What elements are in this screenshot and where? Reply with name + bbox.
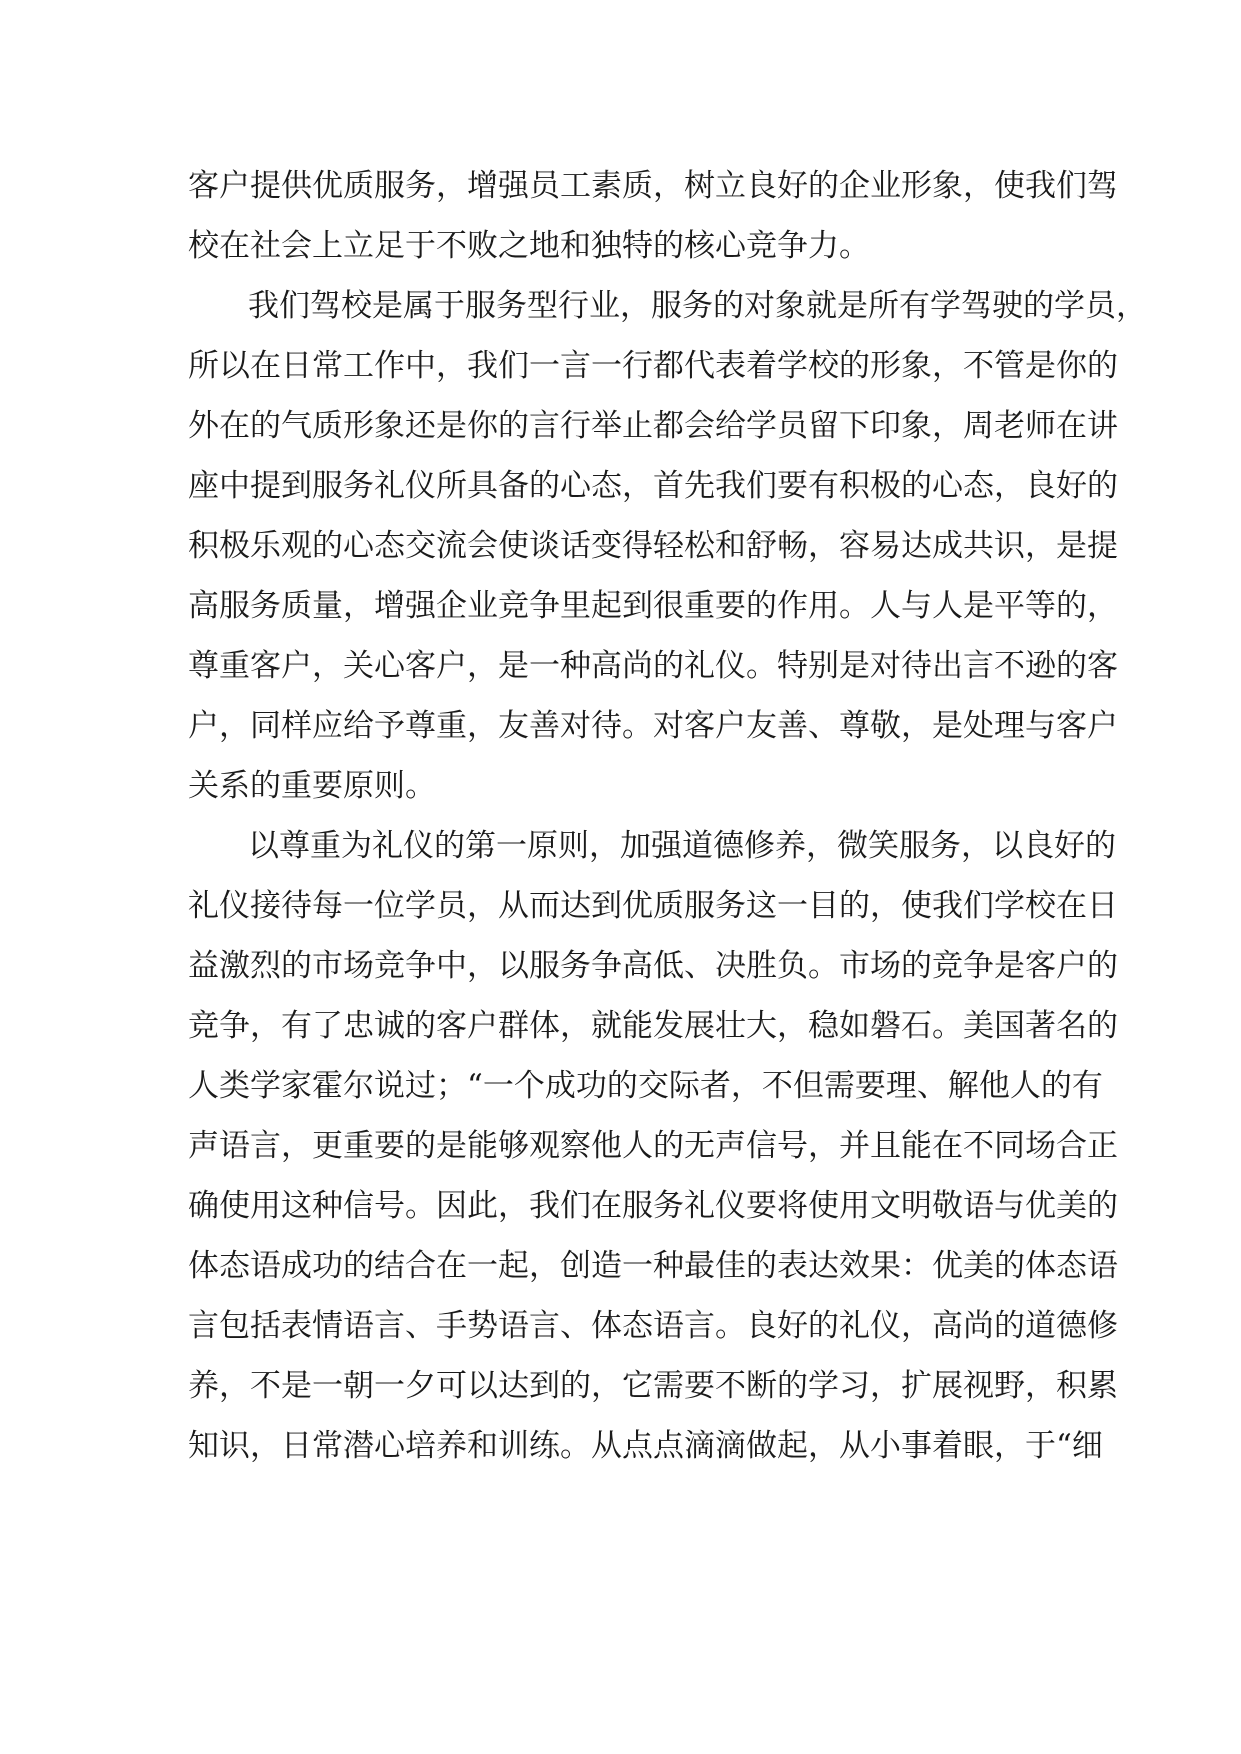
text-line: 户，同样应给予尊重，友善对待。对客户友善、尊敬，是处理与客户 <box>188 708 1118 744</box>
text-line: 声语言，更重要的是能够观察他人的无声信号，并且能在不同场合正 <box>188 1128 1118 1164</box>
body-text <box>188 156 1147 1476</box>
text-line: 所以在日常工作中，我们一言一行都代表着学校的形象，不管是你的 <box>188 348 1118 384</box>
text-line: 关系的重要原则。 <box>188 768 436 804</box>
text-line: 高服务质量，增强企业竞争里起到很重要的作用。人与人是平等的， <box>188 588 1118 624</box>
text-line: 人类学家霍尔说过；“一个成功的交际者，不但需要理、解他人的有 <box>188 1068 1103 1104</box>
text-line: 尊重客户，关心客户，是一种高尚的礼仪。特别是对待出言不逊的客 <box>188 648 1118 684</box>
text-line: 体态语成功的结合在一起，创造一种最佳的表达效果：优美的体态语 <box>188 1248 1118 1284</box>
text-line: 积极乐观的心态交流会使谈话变得轻松和舒畅，容易达成共识，是提 <box>188 528 1118 564</box>
text-line: 养，不是一朝一夕可以达到的，它需要不断的学习，扩展视野，积累 <box>188 1368 1118 1404</box>
text-line: 客户提供优质服务，增强员工素质，树立良好的企业形象，使我们驾 <box>188 168 1118 204</box>
text-line: 言包括表情语言、手势语言、体态语言。良好的礼仪，高尚的道德修 <box>188 1308 1118 1344</box>
text-line: 确使用这种信号。因此，我们在服务礼仪要将使用文明敬语与优美的 <box>188 1188 1118 1224</box>
text-line: 外在的气质形象还是你的言行举止都会给学员留下印象，周老师在讲 <box>188 408 1118 444</box>
text-line: 座中提到服务礼仪所具备的心态，首先我们要有积极的心态，良好的 <box>188 468 1118 504</box>
text-line: 校在社会上立足于不败之地和独特的核心竞争力。 <box>188 228 870 264</box>
text-line: 礼仪接待每一位学员，从而达到优质服务这一目的，使我们学校在日 <box>188 888 1118 924</box>
text-line: 知识，日常潜心培养和训练。从点点滴滴做起，从小事着眼，于“细 <box>188 1428 1103 1464</box>
text-line: 益激烈的市场竞争中，以服务争高低、决胜负。市场的竞争是客户的 <box>188 948 1118 984</box>
text-line: 我们驾校是属于服务型行业，服务的对象就是所有学驾驶的学员， <box>248 288 1147 324</box>
text-line: 竞争，有了忠诚的客户群体，就能发展壮大，稳如磐石。美国著名的 <box>188 1008 1118 1044</box>
text-line: 以尊重为礼仪的第一原则，加强道德修养，微笑服务，以良好的 <box>248 828 1116 864</box>
